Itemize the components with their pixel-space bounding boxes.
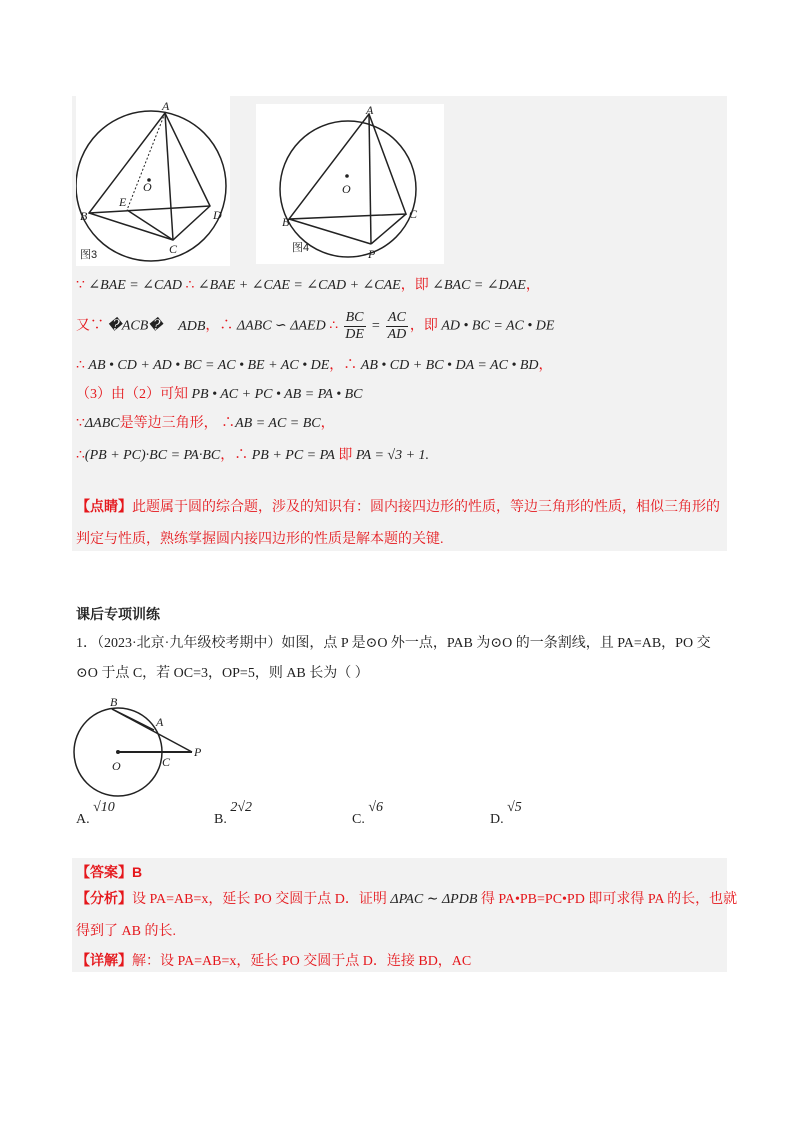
solution-line-1: ∵ ∠BAE = ∠CAD ∴ ∠BAE + ∠CAE = ∠CAD + ∠CAE，即 ∠BAC = ∠DAE， — [76, 278, 540, 293]
solution-line-3: ∴ AB • CD + AD • BC = AC • BE + AC • DE，∴ AB • CD + BC • DA = AC • BD， — [76, 358, 553, 373]
figure-3 — [76, 96, 230, 266]
fig3-label-o: O — [143, 180, 152, 194]
fig3-label-e: E — [119, 195, 127, 209]
solution-line-5: ∵ΔABC是等边三角形， ∴AB = AC = BC， — [76, 416, 335, 431]
fig3-label-d: D — [213, 208, 222, 222]
q1-label-p: P — [194, 745, 202, 759]
q1-label-o: O — [112, 759, 121, 773]
solution-line-2: 又∵ �ACB� ADB，∴ ΔABC ∽ ΔAED ∴ $\frac{BC}{DE}$ = $\frac{AC}{AD}$ ，即 AD • BC = AC • DE — [76, 310, 555, 342]
detail-line: 【详解】解：设 PA=AB=x，延长 PO 交圆于点 D．连接 BD，AC — [76, 954, 472, 969]
fig3-label-b: B — [80, 209, 88, 223]
analysis-line-2: 得到了 AB 的长. — [76, 924, 176, 939]
fig4-label-a: A — [366, 104, 374, 117]
note-line-2: 判定与性质，熟练掌握圆内接四边形的性质是解本题的关键. — [76, 532, 444, 547]
analysis-line-1: 【分析】设 PA=AB=x，延长 PO 交圆于点 D．证明 ΔPAC ∼ ΔPDB 得 PA•PB=PC•PD 即可求得 PA 的长，也就 — [76, 892, 738, 907]
fig3-caption: 图3 — [80, 249, 98, 261]
solution-line-6: ∴(PB + PC)·BC = PA·BC，∴ PB + PC = PA 即 PA = √3 + 1. — [76, 448, 430, 463]
fig4-label-b: B — [282, 215, 290, 229]
fig4-caption: 图4 — [292, 242, 310, 254]
fig3-label-c: C — [169, 242, 178, 256]
answer-line: 【答案】B — [76, 864, 143, 881]
fig4-label-p: P — [368, 247, 376, 261]
section-title: 课后专项训练 — [76, 606, 160, 622]
question-1-line-1: 1．（2023·北京·九年级校考期中）如图，点 P 是⊙O 外一点，PAB 为⊙O 的一条割线，且 PA=AB，PO 交 — [76, 636, 711, 651]
option-c[interactable]: C. √6 — [352, 800, 384, 827]
question-1-figure — [72, 692, 212, 802]
note-line-1: 【点睛】此题属于圆的综合题，涉及的知识有：圆内接四边形的性质，等边三角形的性质，相似三角形的 — [76, 500, 720, 515]
option-b[interactable]: B. 2√2 — [214, 800, 253, 827]
fig4-label-c: C — [409, 207, 418, 221]
q1-label-a: A — [156, 715, 164, 729]
q1-label-b: B — [110, 695, 118, 709]
option-d[interactable]: D. √5 — [490, 800, 522, 827]
q1-label-c: C — [162, 755, 171, 769]
solution-line-4: （3）由（2）可知 PB • AC + PC • AB = PA • BC — [76, 387, 363, 402]
fig3-label-a: A — [162, 99, 170, 113]
fig4-label-o: O — [342, 182, 351, 196]
figure-4 — [256, 104, 444, 264]
question-1-line-2: ⊙O 于点 C，若 OC=3，OP=5，则 AB 长为（ ） — [76, 666, 369, 681]
option-a[interactable]: A. √10 — [76, 800, 115, 827]
